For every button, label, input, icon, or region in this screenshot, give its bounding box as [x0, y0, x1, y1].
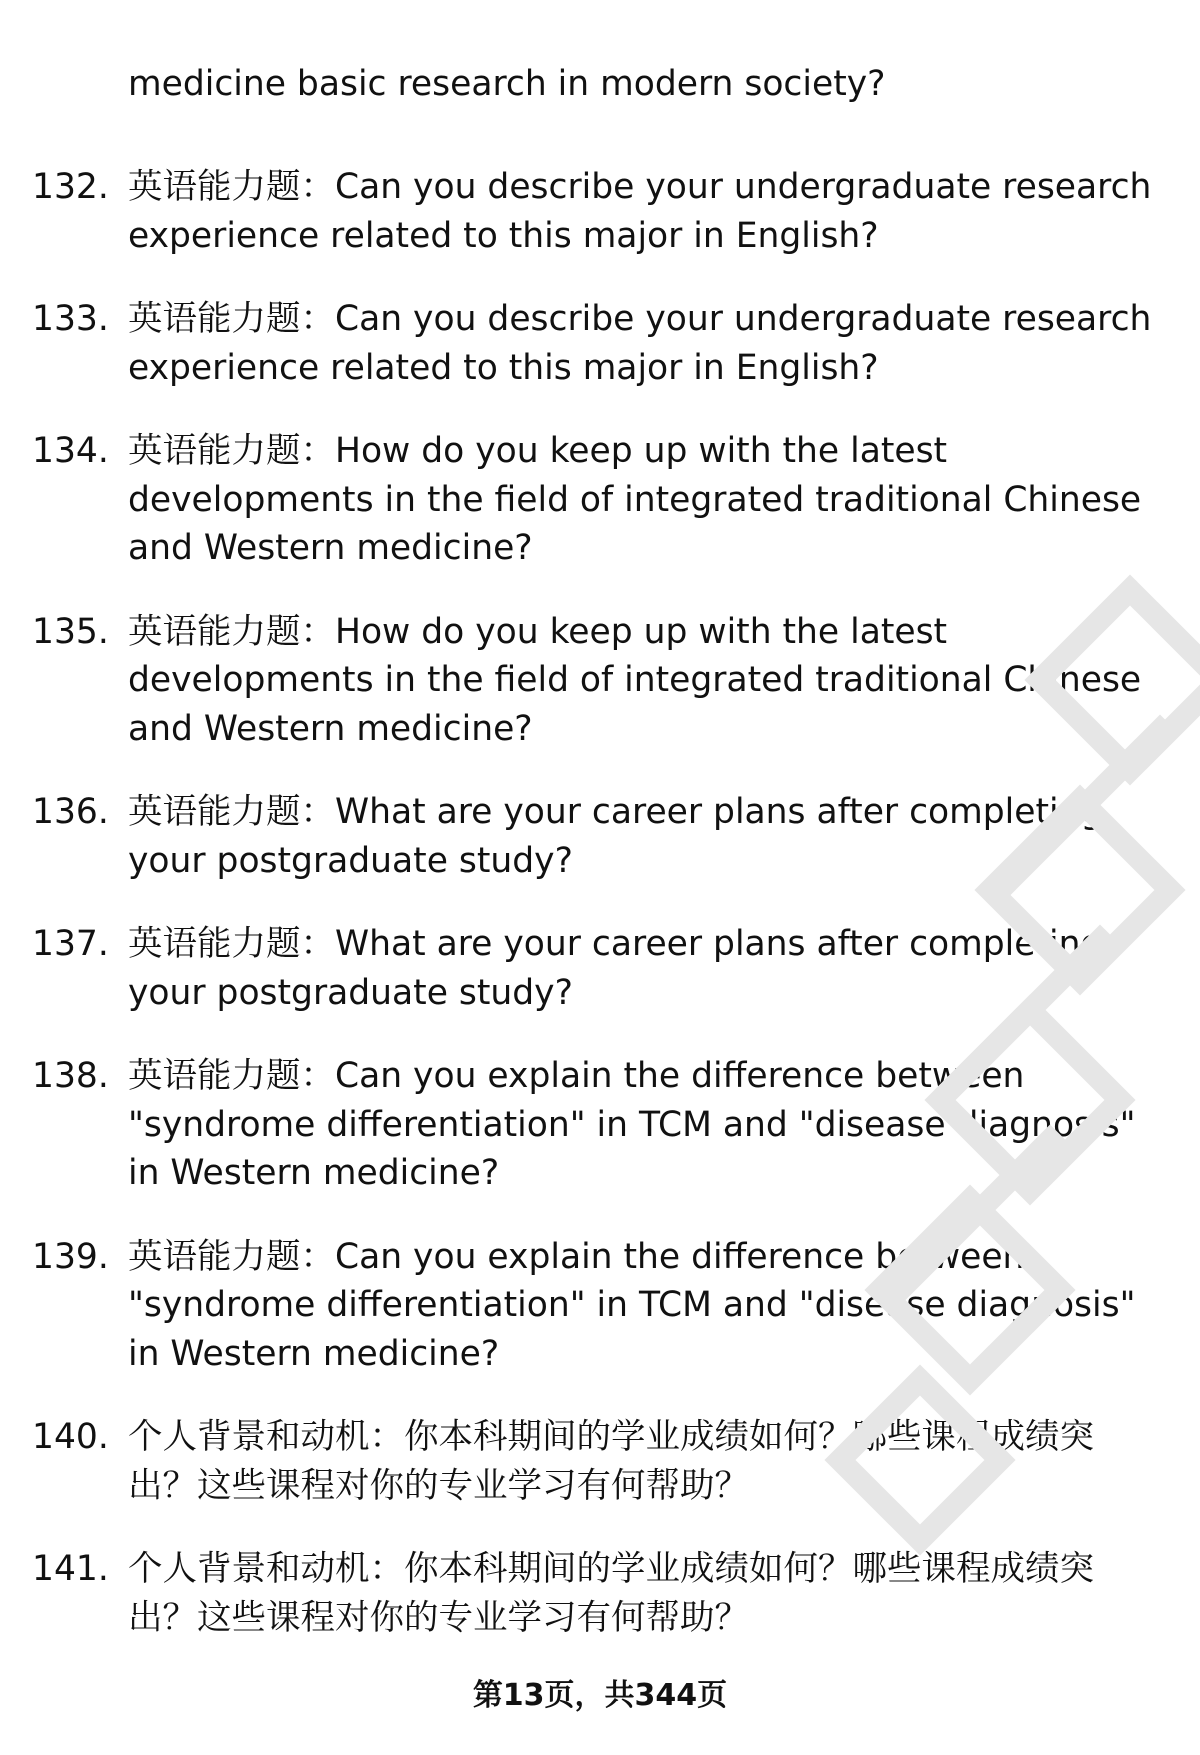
list-item: [0, 788, 1200, 885]
item-text: 个人背景和动机：你本科期间的学业成绩如何？哪些课程成绩突出？这些课程对你的专业学习有何帮助？: [128, 1549, 1094, 1638]
item-number: 141.: [32, 1549, 109, 1589]
item-text: 英语能力题：How do you keep up with the latest developments in the field of integrated traditional Chinese and Western medicine?: [128, 611, 1142, 749]
item-text: 个人背景和动机：你本科期间的学业成绩如何？哪些课程成绩突出？这些课程对你的专业学习有何帮助？: [128, 1417, 1094, 1506]
item-text: 英语能力题：Can you describe your undergraduate research experience related to this major in English?: [128, 299, 1152, 388]
item-text: 英语能力题：How do you keep up with the latest developments in the field of integrated traditional Chinese and Western medicine?: [128, 431, 1142, 568]
item-number: 132.: [32, 167, 109, 207]
item-text: 英语能力题：Can you describe your undergraduate research experience related to this major in English?: [128, 167, 1152, 256]
item-number: 135.: [32, 611, 109, 652]
list-item: [0, 427, 1200, 573]
continuation-text: medicine basic research in modern society?: [128, 64, 886, 104]
item-number: 139.: [32, 1236, 109, 1277]
item-text: 英语能力题：What are your career plans after completing your postgraduate study?: [128, 924, 1103, 1013]
list-item: [0, 920, 1200, 1017]
question-list: [0, 163, 1200, 1677]
list-item: [0, 1545, 1200, 1642]
list-item: [0, 608, 1200, 754]
item-number: 134.: [32, 431, 109, 471]
list-item: [0, 163, 1200, 260]
list-item: [0, 1052, 1200, 1198]
item-text: 英语能力题：Can you explain the difference between "syndrome differentiation" in TCM and "disease diagnosis" in Western medicine?: [128, 1236, 1136, 1374]
item-number: 136.: [32, 792, 109, 832]
list-item: [0, 295, 1200, 392]
item-text: 英语能力题：What are your career plans after completing your postgraduate study?: [128, 792, 1103, 881]
item-number: 137.: [32, 924, 109, 964]
item-number: 138.: [32, 1056, 109, 1096]
list-item: [0, 1233, 1200, 1379]
item-number: 140.: [32, 1417, 109, 1457]
page-footer: 第13页，共344页: [472, 1678, 728, 1713]
item-number: 133.: [32, 299, 109, 339]
list-item: [0, 1413, 1200, 1510]
item-text: 英语能力题：Can you explain the difference between "syndrome differentiation" in TCM and "disease diagnosis" in Western medicine?: [128, 1056, 1136, 1193]
